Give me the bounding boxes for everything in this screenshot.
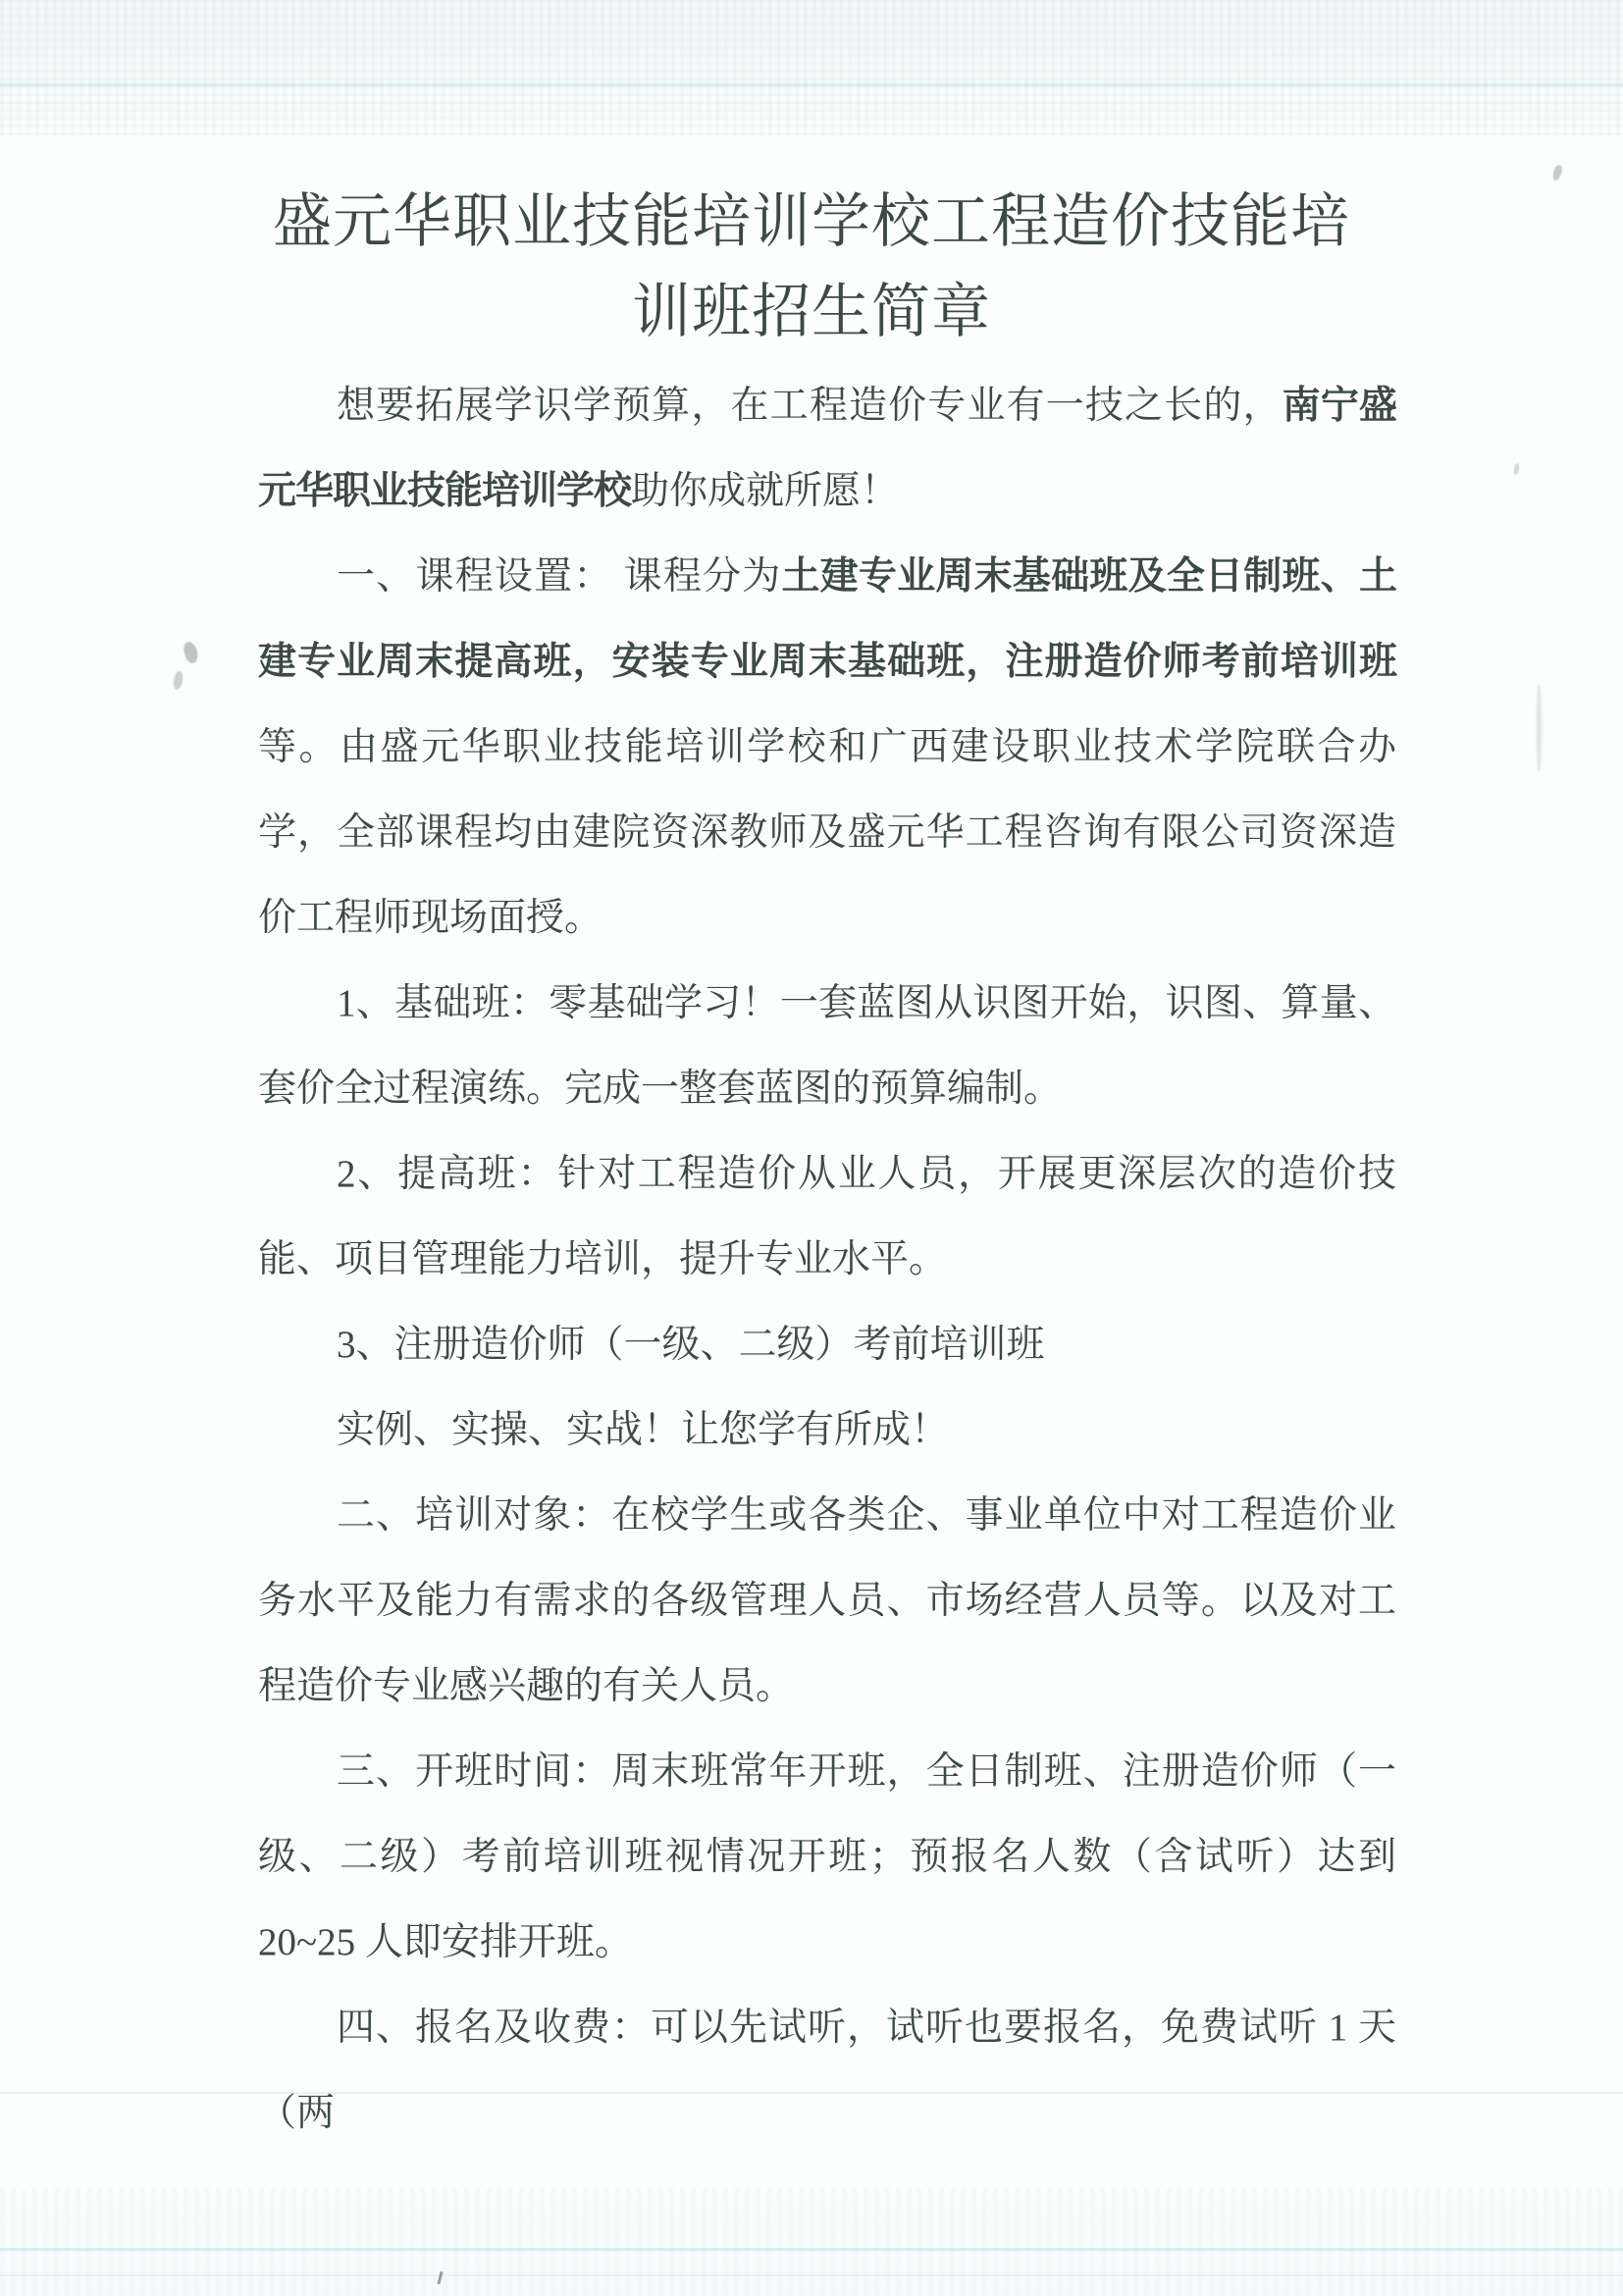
- pen-smudge-mark: [183, 641, 200, 664]
- text-segment: 想要拓展学识学预算，在工程造价专业有一技之长的，: [337, 385, 1283, 427]
- scan-noise-bottom-band: [0, 2188, 1623, 2296]
- document-body: [258, 363, 1396, 2156]
- paragraph: [258, 1473, 1396, 1729]
- paragraph: [258, 1387, 1396, 1473]
- paragraph: [258, 961, 1396, 1131]
- text-segment: 三、开班时间：周末班常年开班，全日制班、注册造价师（一级、二级）考前培训班视情况开班；预报名人数（含试听）达到 20~25 人即安排开班。: [258, 1750, 1396, 1963]
- text-segment: 1、基础班：零基础学习！一套蓝图从识图开始，识图、算量、套价全过程演练。完成一整套蓝图的预算编制。: [258, 982, 1396, 1110]
- scan-streak-line: [0, 2274, 1623, 2276]
- text-segment: 二、培训对象：在校学生或各类企、事业单位中对工程造价业务水平及能力有需求的各级管理人员、市场经营人员等。以及对工程造价专业感兴趣的有关人员。: [258, 1494, 1396, 1707]
- pen-smudge-mark: [172, 670, 183, 690]
- scan-streak: [1537, 685, 1542, 771]
- text-segment: 实例、实操、实战！让您学有所成！: [337, 1409, 950, 1451]
- text-segment: 一、课程设置： 课程分为: [337, 555, 782, 598]
- text-segment: 3、注册造价师（一级、二级）考前培训班: [337, 1324, 1045, 1366]
- scan-noise-top-band: [0, 0, 1623, 135]
- text-segment: 助你成就所愿！: [631, 470, 900, 512]
- document-title: [0, 177, 1623, 357]
- text-segment: 2、提高班：针对工程造价从业人员，开展更深层次的造价技能、项目管理能力培训，提升专业水平。: [258, 1153, 1396, 1280]
- text-segment: 四、报名及收费：可以先试听，试听也要报名，免费试听 1 天（两: [258, 2007, 1396, 2134]
- paragraph: [258, 534, 1396, 961]
- paragraph: [258, 1985, 1396, 2156]
- title-line: 盛元华职业技能培训学校工程造价技能培: [273, 189, 1350, 254]
- text-segment: 等。由盛元华职业技能培训学校和广西建设职业技术学院联合办学，全部课程均由建院资深教师及盛元华工程咨询有限公司资深造价工程师现场面授。: [258, 726, 1396, 939]
- scan-streak-line: [0, 2248, 1623, 2251]
- paragraph: [258, 1131, 1396, 1302]
- scan-speck: [437, 2271, 443, 2284]
- paragraph: [258, 363, 1396, 534]
- scan-streak-line: [0, 83, 1623, 86]
- paragraph: [258, 1302, 1396, 1387]
- scan-speck: [1513, 463, 1520, 476]
- bold-text-segment: 南宁盛元华职业技能培训学校: [258, 385, 1396, 512]
- title-line: 训班招生简章: [632, 280, 991, 344]
- paragraph: [258, 1729, 1396, 1985]
- bold-text-segment: 土建专业周末基础班及全日制班、土建专业周末提高班，安装专业周末基础班，注册造价师考前培训班: [258, 555, 1396, 683]
